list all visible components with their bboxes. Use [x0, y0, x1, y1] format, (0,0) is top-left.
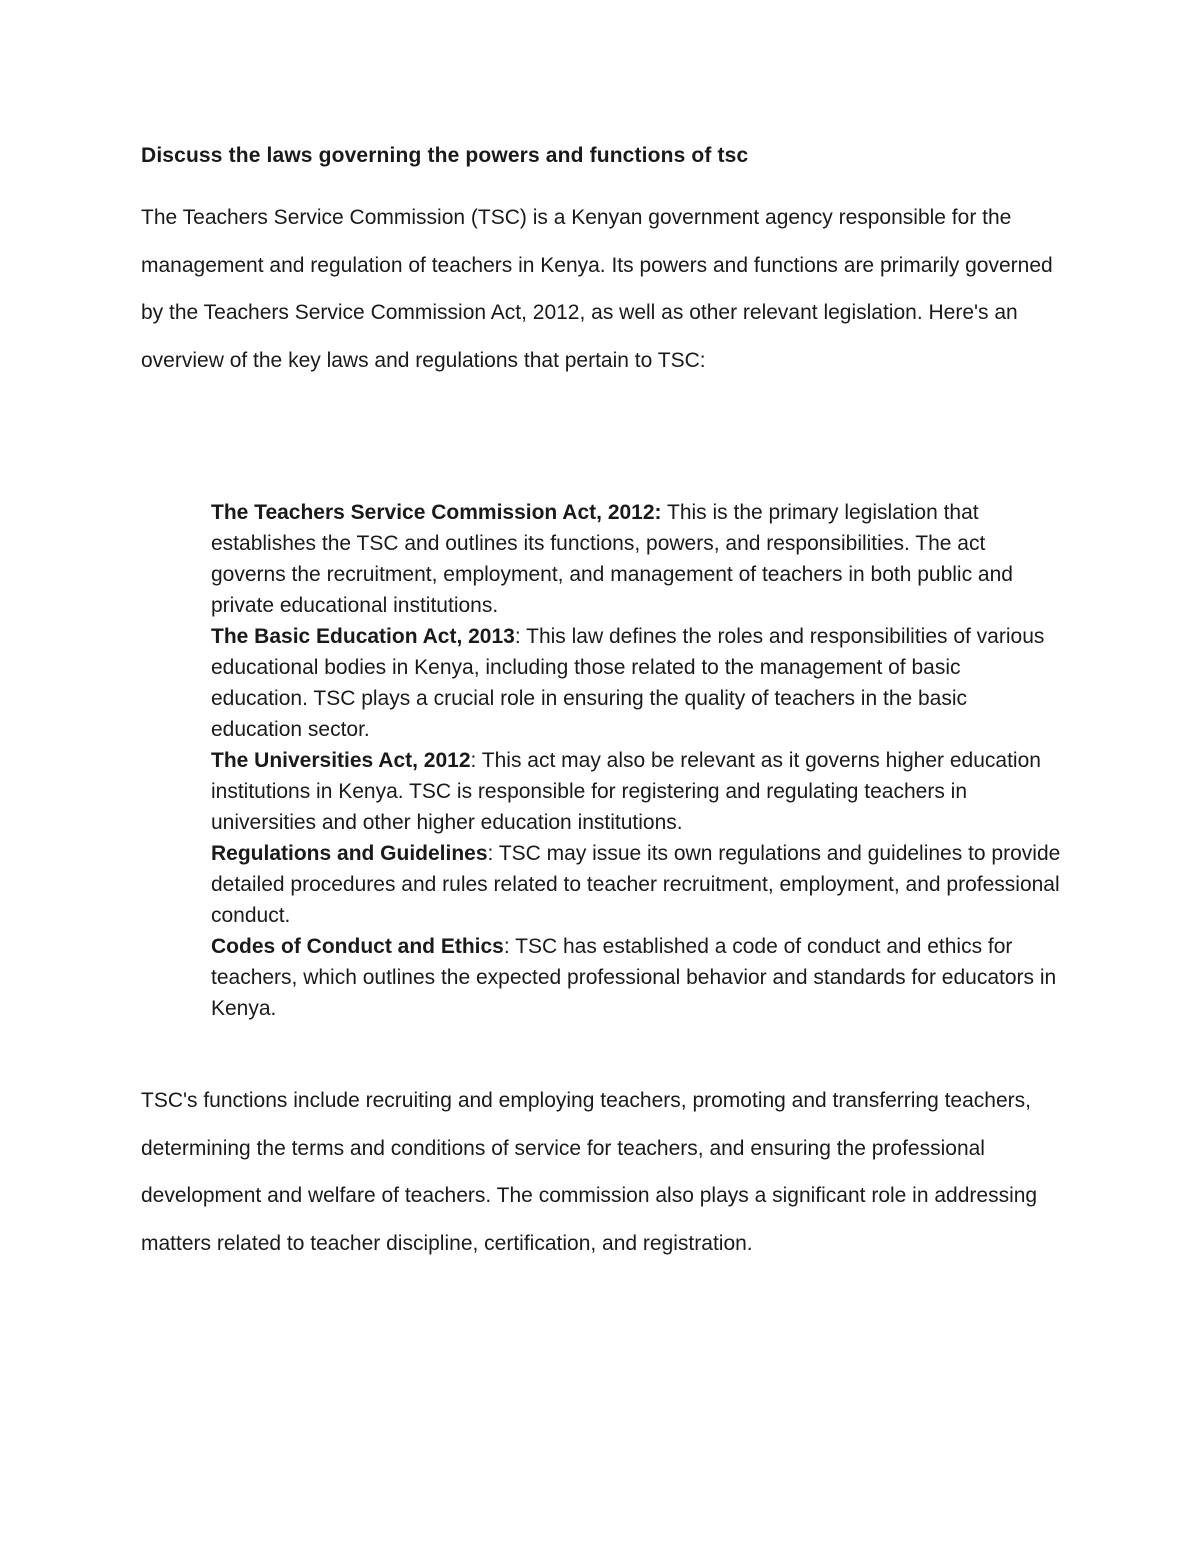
law-description: : This law defines the roles and responsibilities of various educational bodies in Kenya, including those related to the management of basic education. TSC plays a crucial role in ensuring the quality of teachers in the basic education sector. — [211, 625, 1045, 741]
laws-list — [211, 497, 1061, 1024]
law-description: : TSC may issue its own regulations and guidelines to provide detailed procedures and rules related to teacher recruitment, employment, and professional conduct. — [211, 842, 1061, 927]
law-item — [211, 745, 1061, 838]
intro-paragraph: The Teachers Service Commission (TSC) is a Kenyan government agency responsible for the management and regulation of teachers in Kenya. Its powers and functions are primarily governed by the Teachers Service Commission Act, 2012, as well as other relevant legislation. Here's an overview of the key laws and regulations that pertain to TSC: — [141, 206, 1053, 372]
law-description: : This act may also be relevant as it governs higher education institutions in Kenya. TSC is responsible for registering and regulating teachers in universities and other higher education institutions. — [211, 749, 1041, 834]
law-name: The Teachers Service Commission Act, 2012: — [211, 501, 662, 524]
law-name: Regulations and Guidelines — [211, 842, 488, 865]
law-item — [211, 497, 1061, 621]
law-description: : TSC has established a code of conduct and ethics for teachers, which outlines the expected professional behavior and standards for educators in Kenya. — [211, 935, 1057, 1020]
law-item — [211, 931, 1061, 1024]
law-description: This is the primary legislation that establishes the TSC and outlines its functions, powers, and responsibilities. The act governs the recruitment, employment, and management of teachers in both public and private educational institutions. — [211, 501, 1013, 617]
law-name: The Basic Education Act, 2013 — [211, 625, 515, 648]
law-name: The Universities Act, 2012 — [211, 749, 471, 772]
law-name: Codes of Conduct and Ethics — [211, 935, 504, 958]
closing-paragraph: TSC's functions include recruiting and employing teachers, promoting and transferring teachers, determining the terms and conditions of service for teachers, and ensuring the professional development and welfare of teachers. The commission also plays a significant role in addressing matters related to teacher discipline, certification, and registration. — [141, 1089, 1038, 1255]
document-title: Discuss the laws governing the powers and functions of tsc — [141, 144, 749, 167]
law-item — [211, 621, 1061, 745]
law-item — [211, 838, 1061, 931]
